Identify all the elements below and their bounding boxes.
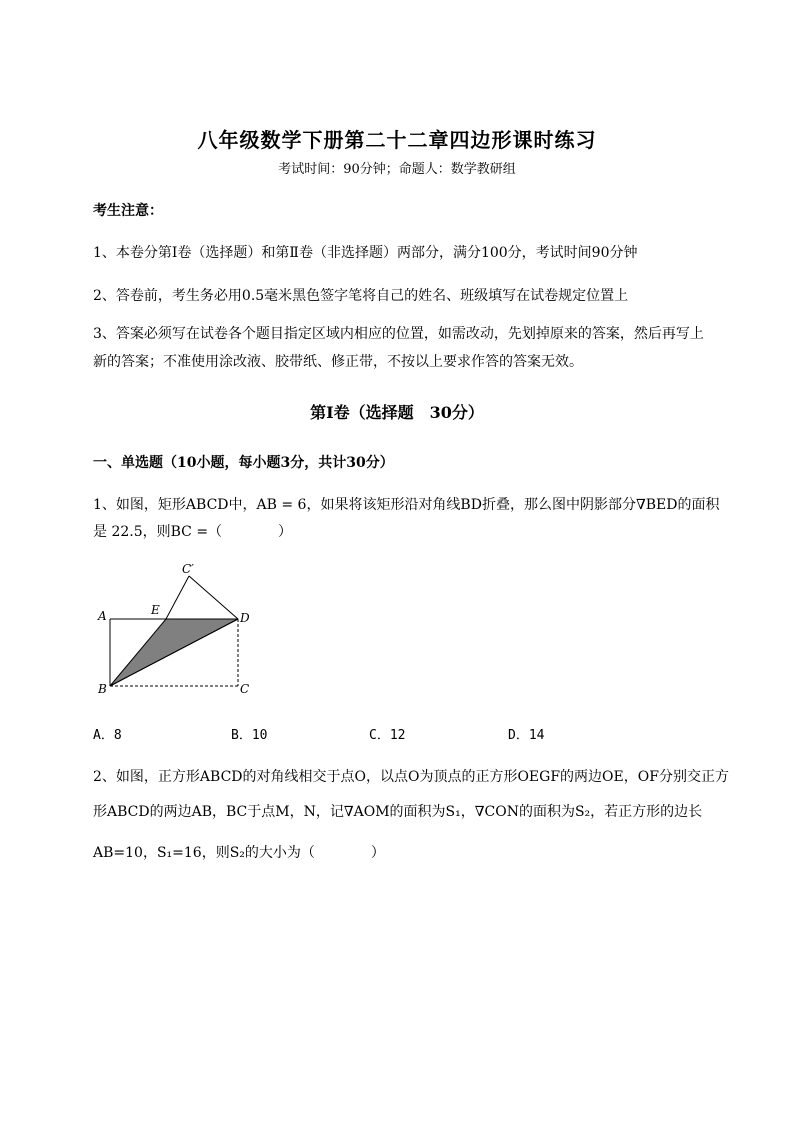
notice-item-2: 2、答卷前，考生务必用0.5毫米黑色签字笔将自己的姓名、班级填写在试卷规定位置上 [93, 288, 629, 304]
label-c: C [240, 682, 250, 696]
label-e: E [151, 603, 160, 617]
choice-a: A．8 [93, 728, 122, 743]
question-1-line-1: 1、如图，矩形ABCD中，AB = 6，如果将该矩形沿对角线BD折叠，那么图中阴影部分∇BED的面积 [93, 497, 720, 513]
label-c-prime: C′ [182, 562, 194, 576]
question-2-line-2: 形ABCD的两边AB，BC于点M，N，记∇AOM的面积为S₁，∇CON的面积为S₂，若正方形的边长 [93, 804, 703, 820]
page-title: 八年级数学下册第二十二章四边形课时练习 [197, 128, 597, 152]
question-2-line-1: 2、如图，正方形ABCD的对角线相交于点O，以点O为顶点的正方形OEGF的两边OE，OF分别交正方 [93, 769, 729, 785]
exam-info: 考试时间：90分钟；命题人：数学教研组 [278, 162, 516, 177]
notice-item-1: 1、本卷分第Ⅰ卷（选择题）和第Ⅱ卷（非选择题）两部分，满分100分，考试时间90分钟 [93, 245, 638, 261]
notice-item-3: 3、答案必须写在试卷各个题目指定区域内相应的位置，如需改动，先划掉原来的答案，然后再写上新的答案；不准使用涂改液、胶带纸、修正带，不按以上要求作答的答案无效。 [93, 326, 704, 370]
choice-c: C．12 [369, 728, 406, 743]
question-1-line-2: 是 22.5，则BC =（ ） [93, 524, 293, 540]
question-2-line-3: AB=10，S₁=16，则S₂的大小为（ ） [93, 845, 385, 861]
choice-d: D．14 [508, 728, 545, 743]
label-a: A [98, 609, 107, 623]
label-b: B [98, 682, 107, 696]
rectangle-fold-figure [88, 560, 258, 700]
label-d: D [240, 611, 250, 625]
part-heading: 一、单选题（10小题，每小题3分，共计30分） [93, 455, 394, 471]
notice-heading: 考生注意： [93, 203, 163, 219]
choice-b: B．10 [231, 728, 268, 743]
section-title: 第Ⅰ卷（选择题 30分） [310, 403, 484, 422]
